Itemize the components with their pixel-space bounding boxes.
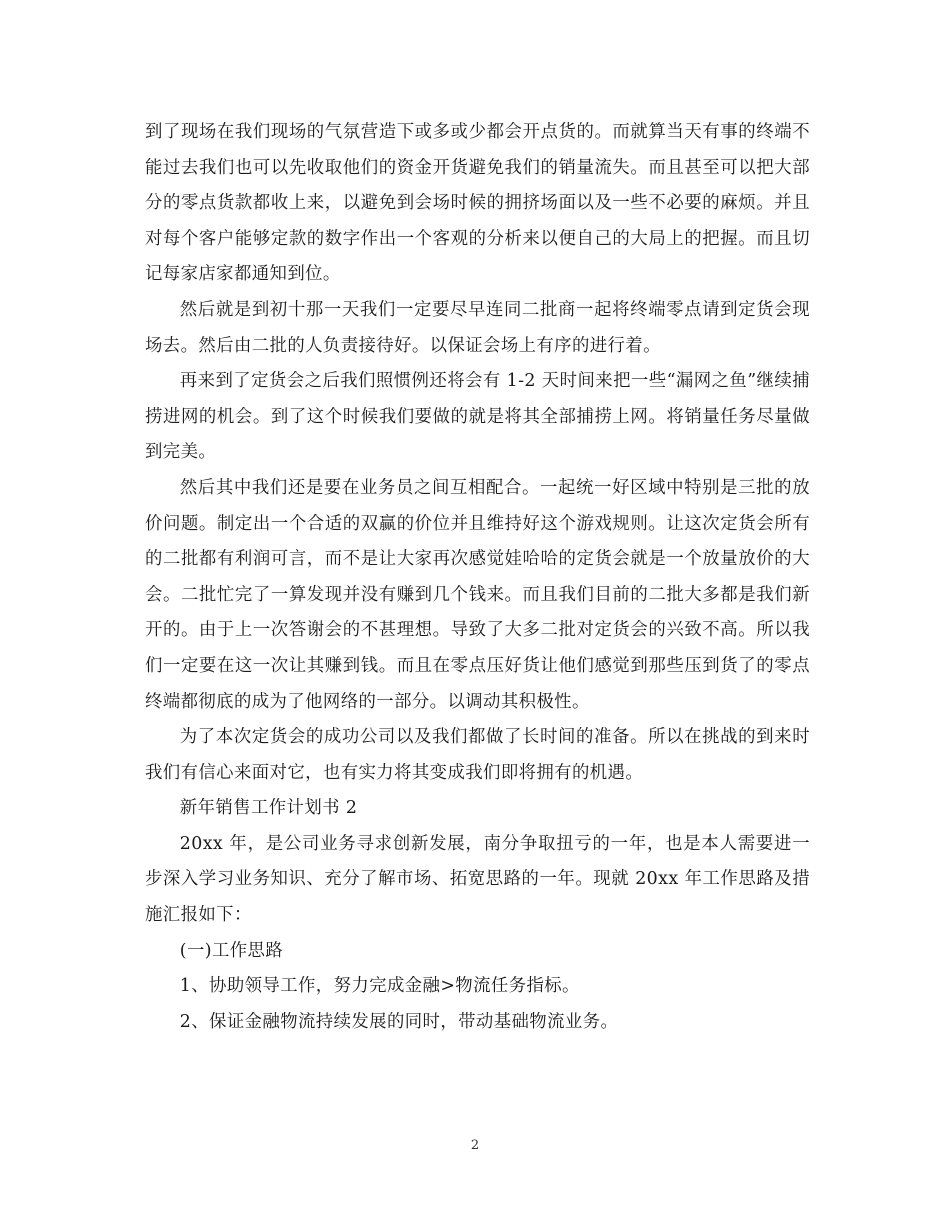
paragraph-continuation: 到了现场在我们现场的气氛营造下或多或少都会开点货的。而就算当天有事的终端不能过去我们也可以先收取他们的资金开货避免我们的销量流失。而且甚至可以把大部分的零点货款都收上来，以避免到会场时候的拥挤场面以及一些不必要的麻烦。并且对每个客户能够定款的数字作出一个客观的分析来以便自己的大局上的把握。而且切记每家店家都通知到位。 [145, 122, 810, 285]
section-title: 新年销售工作计划书 2 [179, 798, 358, 819]
paragraph-cooperation: 然后其中我们还是要在业务员之间互相配合。一起统一好区域中特别是三批的放价问题。制定出一个合适的双赢的价位并且维持好这个游戏规则。让这次定货会所有的二批都有利润可言，而不是让大家再次感觉娃哈哈的定货会就是一个放量放价的大会。二批忙完了一算发现并没有赚到几个钱来。而且我们目前的二批大多都是我们新开的。由于上一次答谢会的不甚理想。导致了大多二批对定货会的兴致不高。所以我们一定要在这一次让其赚到钱。而且在零点压好货让他们感觉到那些压到货了的零点终端都彻底的成为了他网络的一部分。以调动其积极性。 [145, 477, 810, 712]
paragraph-preparation: 为了本次定货会的成功公司以及我们都做了长时间的准备。所以在挑战的到来时我们有信心来面对它，也有实力将其变成我们即将拥有的机遇。 [145, 727, 810, 783]
paragraph-after-fair: 再来到了定货会之后我们照惯例还将会有 1-2 天时间来把一些“漏网之鱼”继续捕捞进网的机会。到了这个时候我们要做的就是将其全部捕捞上网。将销量任务尽量做到完美。 [145, 371, 810, 463]
document-body [145, 115, 810, 1040]
page-number: 2 [470, 1138, 480, 1153]
list-item-1: 1、协助领导工作，努力完成金融>物流任务指标。 [179, 976, 580, 997]
paragraph-tenth-day: 然后就是到初十那一天我们一定要尽早连同二批商一起将终端零点请到定货会现场去。然后由二批的人负责接待好。以保证会场上有序的进行着。 [145, 299, 810, 356]
paragraph-intro-20xx: 20xx 年，是公司业务寻求创新发展，南分争取扭亏的一年，也是本人需要进一步深入学习业务知识、充分了解市场、拓宽思路的一年。现就 20xx 年工作思路及措施汇报如下： [145, 833, 810, 926]
list-item-2: 2、保证金融物流持续发展的同时，带动基础物流业务。 [179, 1011, 619, 1032]
subsection-title: (一)工作思路 [179, 940, 284, 961]
